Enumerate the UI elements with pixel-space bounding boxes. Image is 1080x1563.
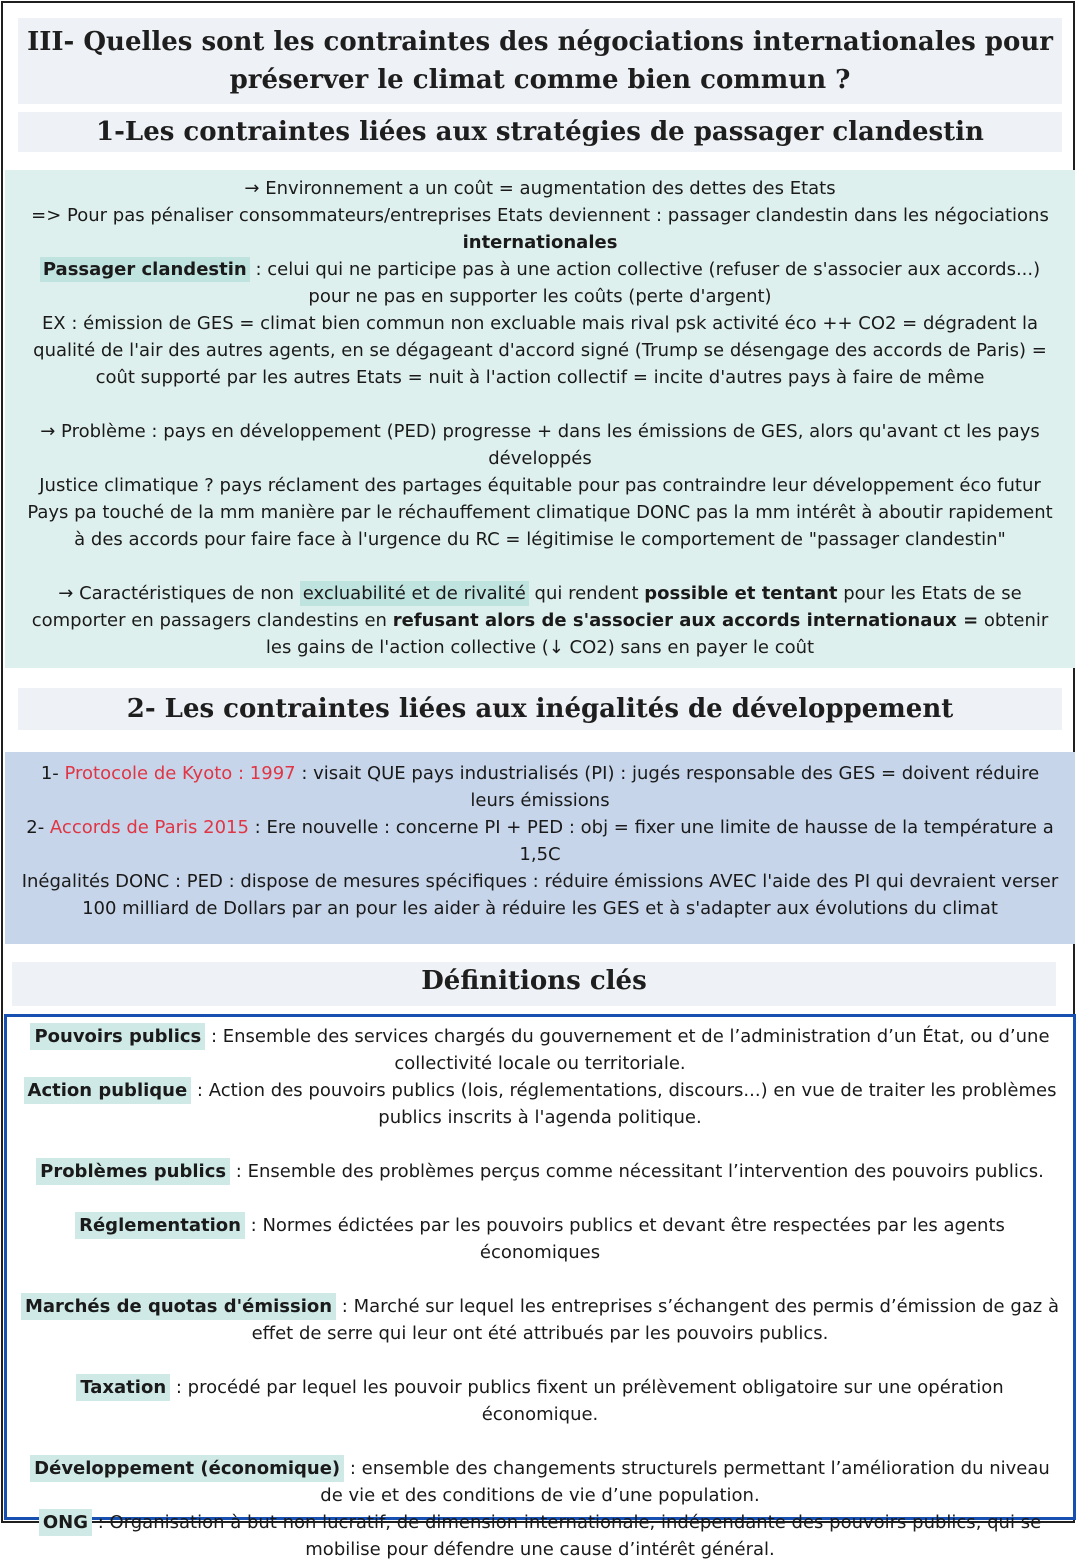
countries-paragraph: Pays pa touché de la mm manière par le réchauffement climatique DONC pas la mm intérêt à aboutir rapidement à des accords pour faire face à l'urgence du RC = légitimise le comportement de "passager clandestin"	[27, 502, 1053, 550]
section2-title: 2- Les contraintes liées aux inégalités de développement	[18, 688, 1062, 730]
free-rider-intro-text: => Pour pas pénaliser consommateurs/entreprises Etats deviennent : passager clandestin dans les négociations	[31, 205, 1049, 226]
definition-item	[17, 1455, 1063, 1509]
definition-term: Développement (économique)	[30, 1455, 344, 1482]
definition-text: : Action des pouvoirs publics (lois, réglementations, discours...) en vue de traiter les problèmes publics inscrits à l'agenda politique.	[191, 1080, 1057, 1128]
section2-panel	[5, 752, 1075, 944]
c-bold2: refusant alors de s'associer aux accords internationaux =	[392, 610, 979, 631]
spacer	[19, 391, 1061, 418]
spacer	[17, 1185, 1063, 1212]
definition-item	[17, 1212, 1063, 1266]
kyoto-text: : visait QUE pays industrialisés (PI) : jugés responsable des GES = doivent réduire leurs émissions	[295, 763, 1040, 811]
problem-paragraph: → Problème : pays en développement (PED) progresse + dans les émissions de GES, alors qu'avant ct les pays développés	[40, 421, 1040, 469]
free-rider-intro-bold: internationales	[462, 232, 618, 253]
c-highlight: excluabilité et de rivalité	[300, 581, 529, 606]
definition-item	[17, 1023, 1063, 1077]
definition-item	[17, 1293, 1063, 1347]
c4: obtenir les gains de l'action collective (↓ CO2) sans en payer le coût	[265, 610, 1049, 658]
inequalities-paragraph: Inégalités DONC : PED : dispose de mesures spécifiques : réduire émissions AVEC l'aide des PI qui devraient verser 100 milliard de Dollars par an pour les aider à réduire les GES et à s'adapter aux évolutions du climat	[21, 871, 1059, 919]
definition-item	[17, 1509, 1063, 1563]
example-paragraph: EX : émission de GES = climat bien commun non excluable mais rival psk activité éco ++ CO2 = dégradent la qualité de l'air des autres agents, en se dégageant d'accord signé (Trump se désengage des accords de Paris) = coût supporté par les autres Etats = nuit à l'action collectif = incite d'autres pays à faire de même	[33, 313, 1047, 388]
spacer	[17, 1347, 1063, 1374]
paris-text: : Ere nouvelle : concerne PI + PED : obj = fixer une limite de hausse de la température a 1,5C	[248, 817, 1054, 865]
kyoto-title: Protocole de Kyoto : 1997	[64, 763, 296, 784]
definition-text: : Marché sur lequel les entreprises s’échangent des permis d’émission de gaz à effet de serre qui leur ont été attribués par les pouvoirs publics.	[251, 1296, 1059, 1344]
spacer	[17, 1131, 1063, 1158]
definition-text: : Organisation à but non lucratif, de dimension internationale, indépendante des pouvoirs publics, qui se mobilise pour défendre une cause d’intérêt général.	[92, 1512, 1042, 1560]
spacer	[19, 553, 1061, 580]
section1-title: 1-Les contraintes liées aux stratégies de passager clandestin	[18, 112, 1062, 152]
definition-item	[17, 1158, 1063, 1185]
paris-paragraph	[19, 814, 1061, 868]
definition-item	[17, 1374, 1063, 1428]
definition-term: Marchés de quotas d'émission	[21, 1293, 336, 1320]
kyoto-paragraph	[19, 760, 1061, 814]
definition-text: : Normes édictées par les pouvoirs publics et devant être respectées par les agents économiques	[244, 1215, 1005, 1263]
definition-term: Taxation	[76, 1374, 170, 1401]
c1: → Caractéristiques de non	[58, 583, 300, 604]
definition-term: Réglementation	[75, 1212, 245, 1239]
section1-panel	[5, 170, 1075, 668]
definitions-title: Définitions clés	[12, 962, 1056, 1006]
definition-text: : Ensemble des services chargés du gouvernement et de l’administration d’un État, ou d’une collectivité locale ou territoriale.	[205, 1026, 1050, 1074]
spacer	[17, 1266, 1063, 1293]
definition-text: : Ensemble des problèmes perçus comme nécessitant l’intervention des pouvoirs publics.	[230, 1161, 1044, 1182]
justice-paragraph: Justice climatique ? pays réclament des partages équitable pour pas contraindre leur développement éco futur	[39, 475, 1041, 496]
definition-item	[17, 1077, 1063, 1131]
c2: qui rendent	[528, 583, 645, 604]
cost-line: → Environnement a un coût = augmentation des dettes des Etats	[244, 178, 836, 199]
definition-term: Pouvoirs publics	[30, 1023, 205, 1050]
c3: pour les Etats de se comporter en passagers clandestins en	[31, 583, 1022, 631]
paris-title: Accords de Paris 2015	[49, 817, 249, 838]
definition-text: : ensemble des changements structurels permettant l’amélioration du niveau de vie et des conditions de vie d’une population.	[320, 1458, 1050, 1506]
definitions-panel	[4, 1014, 1076, 1560]
definition-text: : procédé par lequel les pouvoir publics fixent un prélèvement obligatoire sur une opération économique.	[170, 1377, 1004, 1425]
free-rider-def-text: : celui qui ne participe pas à une action collective (refuser de s'associer aux accords...) pour ne pas en supporter les coûts (perte d'argent)	[249, 259, 1041, 307]
definition-term: ONG	[39, 1509, 92, 1536]
kyoto-num: 1-	[40, 763, 65, 784]
free-rider-definition	[19, 256, 1061, 310]
spacer	[17, 1428, 1063, 1455]
paris-num: 2-	[26, 817, 50, 838]
free-rider-intro	[19, 202, 1061, 256]
free-rider-term: Passager clandestin	[40, 257, 250, 282]
characteristics-paragraph	[19, 580, 1061, 661]
definition-term: Action publique	[24, 1077, 192, 1104]
c-bold1: possible et tentant	[644, 583, 838, 604]
definition-term: Problèmes publics	[36, 1158, 230, 1185]
page-title: III- Quelles sont les contraintes des négociations internationales pour préserver le climat comme bien commun ?	[18, 18, 1062, 104]
